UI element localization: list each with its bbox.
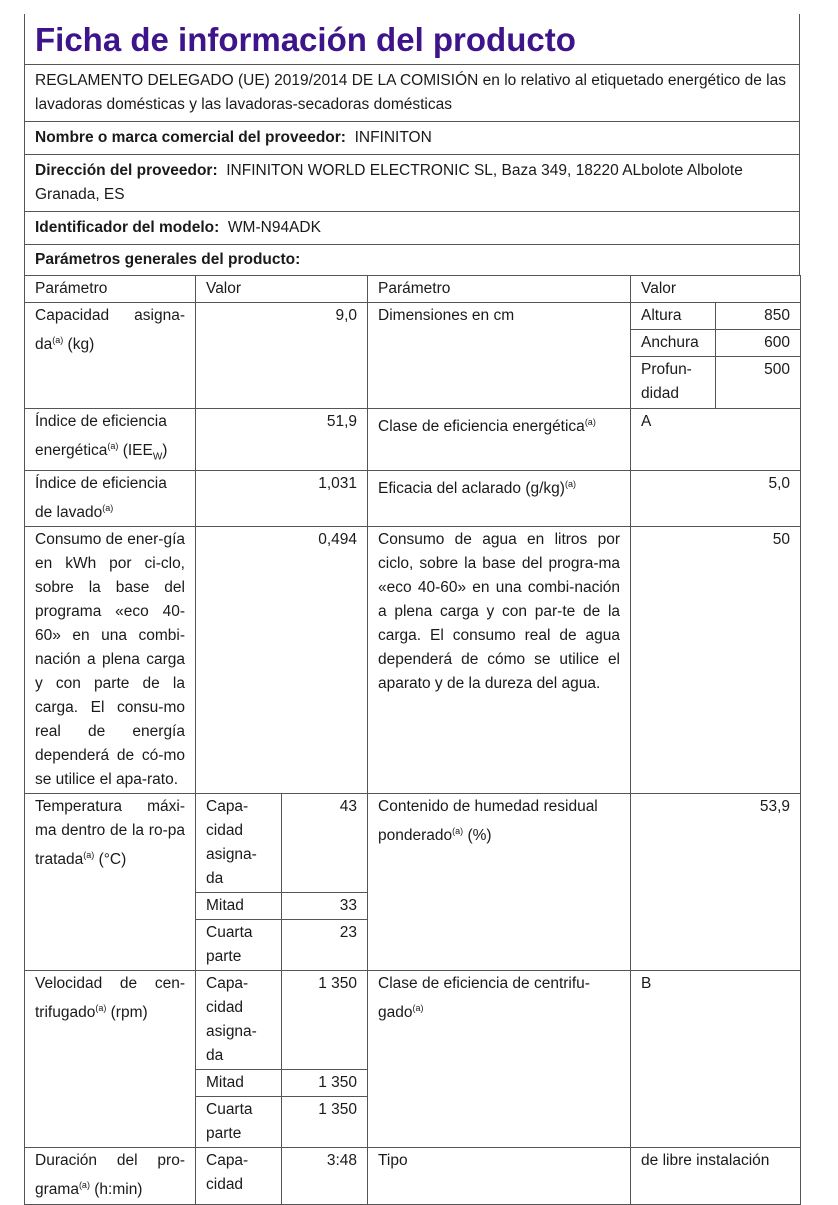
table-row [25,527,801,794]
max-temp-sub-label: Capa-cidad asigna-da [196,794,282,893]
supplier-row [24,121,800,154]
depth-label: Profun-didad [631,357,716,409]
product-info-sheet [24,14,800,1205]
width-value: 600 [716,330,801,357]
spin-speed-sub-value: 1 350 [282,971,368,1070]
header-param-2: Parámetro [368,276,631,303]
model-label: Identificador del modelo: [35,219,220,236]
washing-index-value: 1,031 [196,471,368,527]
height-value: 850 [716,303,801,330]
water-consumption-label: Consumo de agua en litros por ciclo, sobre la base del progra-ma «eco 40-60» en una combi-nación a plena carga y con par-te de la carga. El consumo real de agua dependerá de cómo se utilice el aparato y de la dureza del agua. [368,527,631,794]
eei-value: 51,9 [196,409,368,471]
duration-label: Duración del pro-grama$^{(a)}$ (h:min) [25,1148,196,1204]
table-row [25,971,801,1070]
depth-value: 500 [716,357,801,409]
spin-speed-sub-label: Cuarta parte [196,1097,282,1148]
capacity-value: 9,0 [196,303,368,409]
max-temp-sub-value: 23 [282,920,368,971]
model-value: WM-N94ADK [227,219,321,236]
table-row [25,409,801,471]
type-label: Tipo [368,1148,631,1204]
energy-consumption-label: Consumo de ener-gía en kWh por ci-clo, sobre la base del programa «eco 40-60» en una combi-nación a plena carga y con parte de la carga. El consu-mo real de energía dependerá de có-mo se utilice el apa-rato. [25,527,196,794]
duration-sub-label: Capa-cidad [196,1148,282,1204]
energy-consumption-value: 0,494 [196,527,368,794]
table-row [25,794,801,893]
duration-sub-value: 3:48 [282,1148,368,1204]
regulation-name: REGLAMENTO DELEGADO (UE) 2019/2014 DE LA COMISIÓN [35,72,479,89]
address-row [24,154,800,211]
page-title: Ficha de información del producto [24,14,800,64]
supplier-value: INFINITON [354,129,432,146]
max-temp-sub-value: 33 [282,893,368,920]
table-header-row [25,276,801,303]
max-temp-sub-value: 43 [282,794,368,893]
params-table [24,275,801,1205]
energy-class-label: Clase de eficiencia energética$^{(a)}$ [368,409,631,471]
address-label: Dirección del proveedor: [35,162,218,179]
supplier-label: Nombre o marca comercial del proveedor: [35,129,346,146]
address-value: INFINITON WORLD ELECTRONIC SL, Baza 349, 18220 ALbolote Albolote Granada, ES [35,162,743,203]
general-params-row [24,244,800,275]
table-row [25,471,801,527]
washing-index-label: Índice de eficiencia de lavado$^{(a)}$ [25,471,196,527]
capacity-label: Capacidad asigna-$da^{(a)}$ (kg) [25,303,196,409]
max-temp-sub-label: Mitad [196,893,282,920]
spin-class-value: B [631,971,801,1148]
moisture-value: 53,9 [631,794,801,971]
spin-speed-sub-label: Capa-cidad asigna-da [196,971,282,1070]
width-label: Anchura [631,330,716,357]
table-row [25,1148,801,1204]
regulation-row [24,64,800,121]
table-row [25,303,801,330]
header-value-1: Valor [196,276,368,303]
energy-class-value: A [631,409,801,471]
height-label: Altura [631,303,716,330]
spin-class-label: Clase de eficiencia de centrifu-gado$^{(a)}$ [368,971,631,1148]
rinsing-value: 5,0 [631,471,801,527]
water-consumption-value: 50 [631,527,801,794]
model-row [24,211,800,244]
spin-speed-sub-value: 1 350 [282,1070,368,1097]
type-value: de libre instalación [631,1148,801,1204]
spin-speed-label: Velocidad de cen-trifugado$^{(a)}$ (rpm) [25,971,196,1148]
regulation-description: en lo relativo al etiquetado energético de las lavadoras domésticas y las lavadoras-secadoras domésticas [35,72,786,113]
rinsing-label: Eficacia del aclarado $(g/kg)^{(a)}$ [368,471,631,527]
header-param-1: Parámetro [25,276,196,303]
eei-label: Índice de eficiencia energética$^{(a)}$ $(IEE_W)$ [25,409,196,471]
general-params-label: Parámetros generales del producto: [35,251,301,268]
dimensions-label: Dimensiones en cm [368,303,631,409]
header-value-2: Valor [631,276,801,303]
max-temp-sub-label: Cuarta parte [196,920,282,971]
max-temp-label: Temperatura máxi-ma dentro de la ro-pa tratada$^{(a)}$ (°C) [25,794,196,971]
spin-speed-sub-value: 1 350 [282,1097,368,1148]
moisture-label: Contenido de humedad residual ponderado$^{(a)}$ (%) [368,794,631,971]
spin-speed-sub-label: Mitad [196,1070,282,1097]
